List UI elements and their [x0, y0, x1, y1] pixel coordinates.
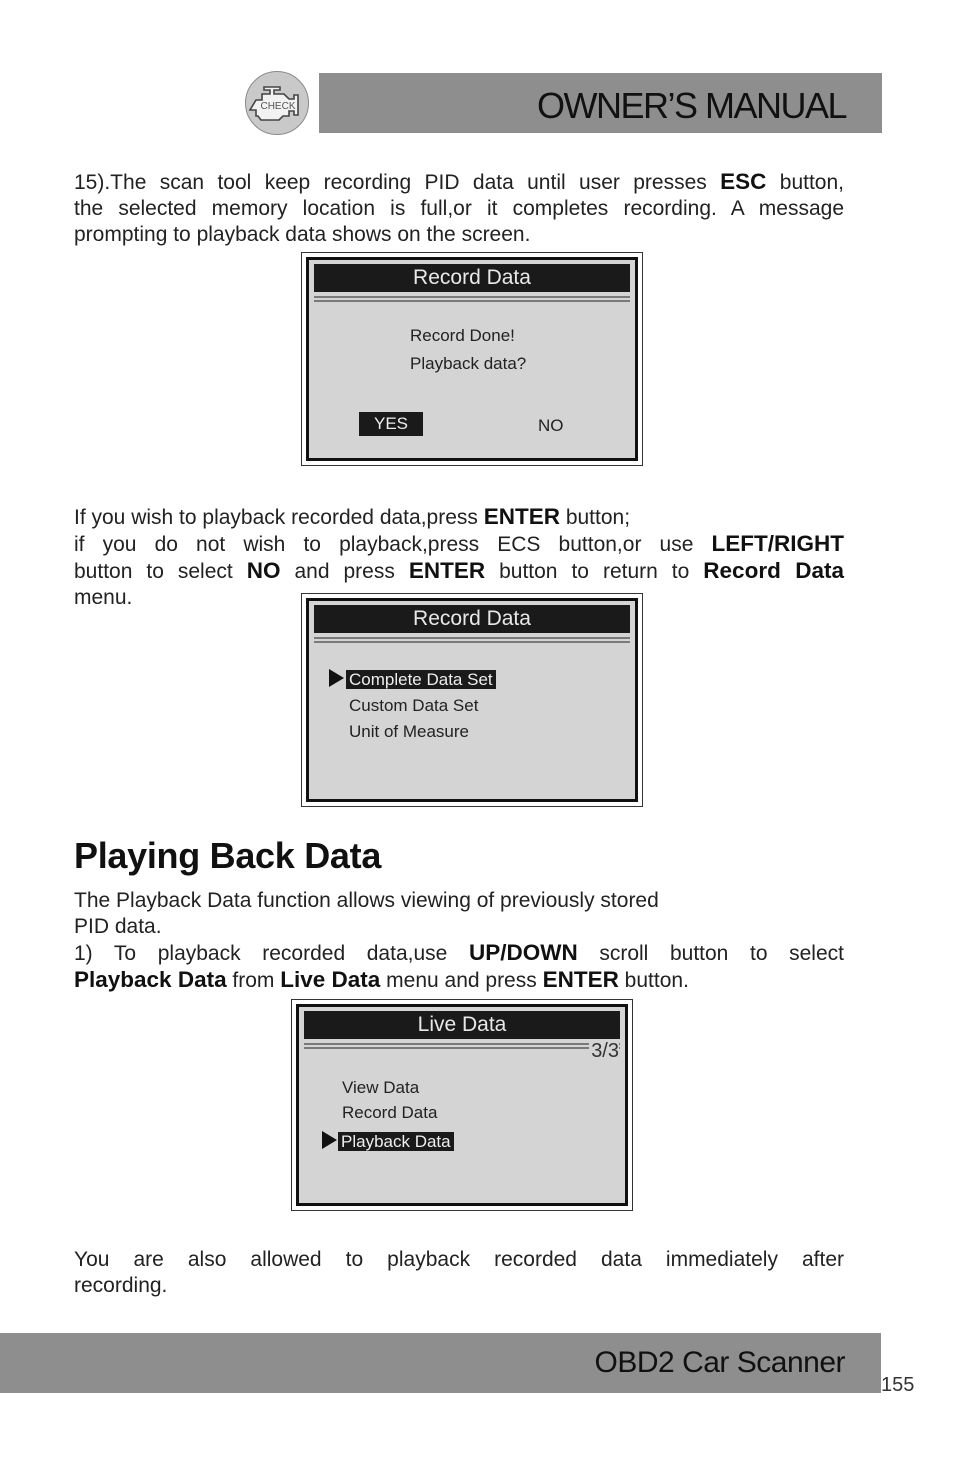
text-line: menu. — [74, 586, 133, 609]
record-done-message: Record Done! — [410, 326, 515, 345]
paragraph-recording — [74, 169, 844, 248]
text-run: scroll button to select — [577, 942, 844, 965]
playback-data-keyword: Playback Data — [74, 967, 227, 992]
text-line — [74, 558, 844, 585]
text-run: button. — [618, 969, 689, 992]
menu-item-label: Complete Data Set — [346, 670, 496, 689]
menu-item-record-data[interactable]: Record Data — [342, 1103, 438, 1122]
enter-keyword: ENTER — [483, 504, 560, 529]
screen-title: Record Data — [314, 264, 630, 292]
text-line — [74, 531, 844, 558]
manual-title: OWNER’S MANUAL — [536, 85, 846, 126]
check-engine-logo — [245, 71, 309, 135]
enter-keyword: ENTER — [542, 967, 619, 992]
text-line: You are also allowed to playback recorded data immediately after — [74, 1248, 844, 1271]
text-run: If you wish to playback recorded data,press — [74, 506, 484, 529]
text-line — [74, 940, 844, 967]
record-data-keyword: Record Data — [703, 558, 844, 583]
up-down-keyword: UP/DOWN — [468, 940, 578, 965]
header-bar — [319, 73, 882, 133]
enter-keyword: ENTER — [408, 558, 486, 583]
product-name: OBD2 Car Scanner — [594, 1346, 845, 1379]
text-line: the selected memory location is full,or it completes recording. A message — [74, 197, 844, 220]
screen-separator — [314, 637, 630, 643]
menu-item-playback-data[interactable] — [338, 1132, 454, 1152]
logo-text: CHECK — [260, 101, 296, 112]
menu-item-complete-data-set[interactable] — [346, 670, 496, 690]
live-data-keyword: Live Data — [280, 967, 381, 992]
text-run: and press — [280, 560, 409, 583]
esc-keyword: ESC — [720, 169, 767, 194]
text-run: button to return to — [485, 560, 704, 583]
menu-item-custom-data-set[interactable]: Custom Data Set — [349, 696, 479, 715]
text-run: if you do not wish to playback,press ECS button,or use — [74, 533, 712, 556]
text-line: The Playback Data function allows viewing of previously stored — [74, 889, 659, 912]
footer-bar — [0, 1333, 881, 1393]
page-counter: 3/3 — [591, 1040, 619, 1062]
left-right-keyword: LEFT/RIGHT — [711, 531, 844, 556]
selection-arrow-icon — [329, 669, 344, 687]
paragraph-playback-intro — [74, 888, 844, 994]
paragraph-immediate-playback — [74, 1247, 844, 1299]
text-line: PID data. — [74, 915, 162, 938]
yes-option[interactable]: YES — [359, 412, 423, 436]
no-option[interactable]: NO — [538, 416, 564, 435]
menu-item-view-data[interactable]: View Data — [342, 1078, 420, 1097]
text-run: from — [226, 969, 281, 992]
section-heading: Playing Back Data — [74, 835, 382, 876]
screen-display — [306, 598, 638, 802]
selection-arrow-icon — [322, 1131, 337, 1149]
screen-display — [306, 257, 638, 461]
screen-separator — [314, 296, 630, 302]
text-run: menu and press — [380, 969, 543, 992]
menu-item-label: Playback Data — [338, 1132, 454, 1151]
scanner-screen-record-menu — [301, 593, 643, 807]
screen-title: Live Data — [304, 1011, 620, 1039]
text-line: recording. — [74, 1274, 168, 1297]
screen-separator — [304, 1043, 620, 1049]
scanner-screen-record-done — [301, 252, 643, 466]
scanner-screen-live-data — [291, 999, 633, 1211]
check-engine-icon — [246, 72, 310, 136]
text-line — [74, 504, 844, 531]
text-run: button, — [766, 171, 844, 194]
text-line — [74, 169, 844, 196]
text-run: button to select — [74, 560, 247, 583]
text-run: 15).The scan tool keep recording PID data until user presses — [74, 171, 721, 194]
page-number: 155 — [881, 1374, 915, 1396]
playback-prompt: Playback data? — [410, 354, 527, 373]
no-keyword: NO — [246, 558, 281, 583]
text-run: 1) To playback recorded data,use — [74, 942, 469, 965]
text-line: prompting to playback data shows on the screen. — [74, 223, 531, 246]
screen-display — [296, 1004, 628, 1206]
menu-item-unit-of-measure[interactable]: Unit of Measure — [349, 722, 469, 741]
text-run: button; — [559, 506, 631, 529]
screen-title: Record Data — [314, 605, 630, 633]
text-line — [74, 967, 844, 994]
